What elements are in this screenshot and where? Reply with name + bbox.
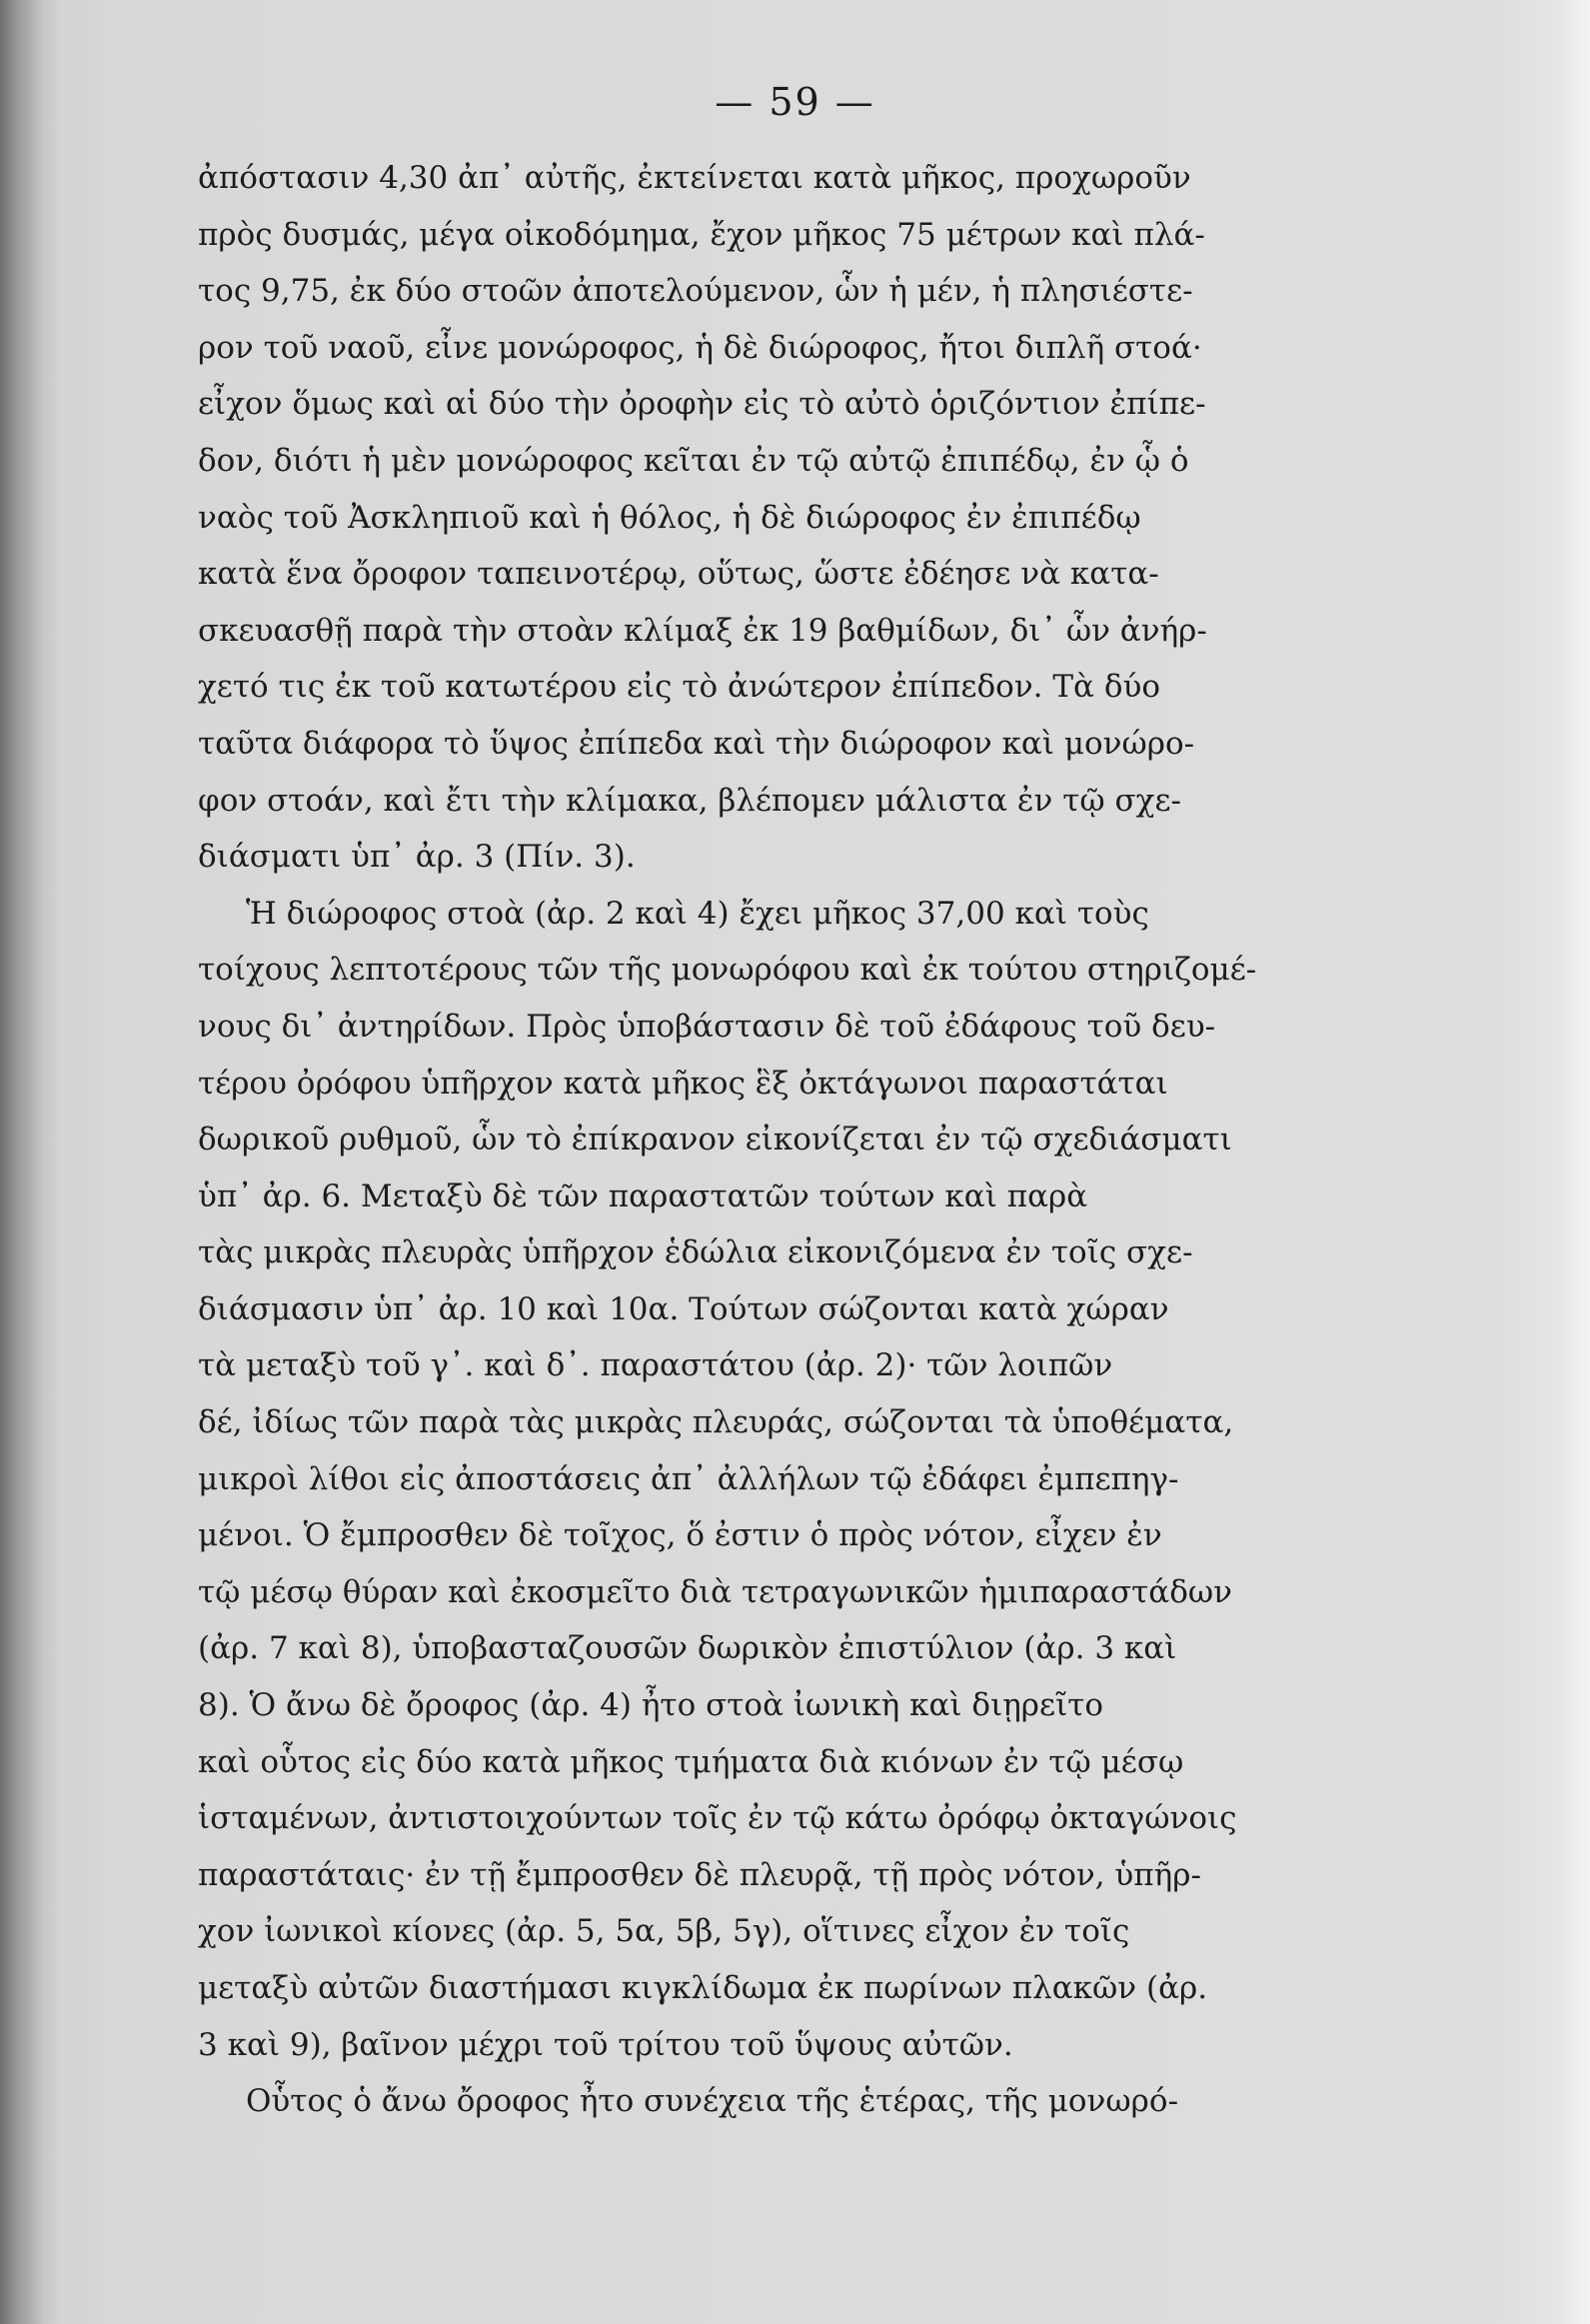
- text-line: τέρου ὀρόφου ὑπῆρχον κατὰ μῆκος ἓξ ὀκτάγωνοι παραστάται: [198, 1065, 1168, 1102]
- text-line: ἱσταμένων, ἀντιστοιχούντων τοῖς ἐν τῷ κάτω ὀρόφῳ ὀκταγώνοις: [198, 1800, 1237, 1837]
- page-number: — 59 —: [715, 80, 875, 124]
- text-line: καὶ οὗτος εἰς δύο κατὰ μῆκος τμήματα διὰ κιόνων ἐν τῷ μέσῳ: [198, 1743, 1184, 1780]
- paragraph-start-line: Οὗτος ὁ ἄνω ὄροφος ἦτο συνέχεια τῆς ἑτέρας, τῆς μονωρό-: [246, 2083, 1179, 2120]
- text-line: μεταξὺ αὐτῶν διαστήμασι κιγκλίδωμα ἐκ πωρίνων πλακῶν (ἀρ.: [198, 1970, 1208, 2006]
- text-line: τὰ μεταξὺ τοῦ γ᾽. καὶ δ᾽. παραστάτου (ἀρ. 2)· τῶν λοιπῶν: [198, 1347, 1113, 1384]
- text-line: τὰς μικρὰς πλευρὰς ὑπῆρχον ἑδώλια εἰκονιζόμενα ἐν τοῖς σχε-: [198, 1234, 1193, 1271]
- text-line: δέ, ἰδίως τῶν παρὰ τὰς μικρὰς πλευράς, σώζονται τὰ ὑποθέματα,: [198, 1404, 1234, 1441]
- text-line: χον ἰωνικοὶ κίονες (ἀρ. 5, 5α, 5β, 5γ), οἵτινες εἶχον ἐν τοῖς: [198, 1913, 1130, 1950]
- text-line: ρον τοῦ ναοῦ, εἶνε μονώροφος, ἡ δὲ διώροφος, ἤτοι διπλῆ στοά·: [198, 329, 1202, 366]
- text-line: (ἀρ. 7 καὶ 8), ὑποβασταζουσῶν δωρικὸν ἐπιστύλιον (ἀρ. 3 καὶ: [198, 1630, 1177, 1667]
- text-line: ναὸς τοῦ Ἀσκληπιοῦ καὶ ἡ θόλος, ἡ δὲ διώροφος ἐν ἐπιπέδῳ: [198, 499, 1141, 536]
- text-line: δωρικοῦ ρυθμοῦ, ὧν τὸ ἐπίκρανον εἰκονίζεται ἐν τῷ σχεδιάσματι: [198, 1122, 1232, 1159]
- text-line: δον, διότι ἡ μὲν μονώροφος κεῖται ἐν τῷ αὐτῷ ἐπιπέδῳ, ἐν ᾧ ὁ: [198, 442, 1189, 479]
- text-line: τος 9,75, ἐκ δύο στοῶν ἀποτελούμενον, ὧν ἡ μέν, ἡ πλησιέστε-: [198, 273, 1193, 310]
- text-line: παραστάταις· ἐν τῇ ἔμπροσθεν δὲ πλευρᾷ, τῇ πρὸς νότον, ὑπῆρ-: [198, 1856, 1201, 1893]
- text-line: ταῦτα διάφορα τὸ ὕψος ἐπίπεδα καὶ τὴν διώροφον καὶ μονώρο-: [198, 725, 1195, 762]
- text-line: διάσματι ὑπ᾽ ἀρ. 3 (Πίν. 3).: [198, 839, 636, 876]
- text-line: νους δι᾽ ἀντηρίδων. Πρὸς ὑποβάστασιν δὲ τοῦ ἐδάφους τοῦ δευ-: [198, 1008, 1216, 1045]
- text-line: σκευασθῇ παρὰ τὴν στοὰν κλίμαξ ἐκ 19 βαθμίδων, δι᾽ ὧν ἀνήρ-: [198, 612, 1207, 649]
- text-line: διάσμασιν ὑπ᾽ ἀρ. 10 καὶ 10α. Τούτων σώζονται κατὰ χώραν: [198, 1290, 1169, 1327]
- paragraph-start-line: Ἡ διώροφος στοὰ (ἀρ. 2 καὶ 4) ἔχει μῆκος 37,00 καὶ τοὺς: [246, 895, 1149, 932]
- text-line: ἀπόστασιν 4,30 ἀπ᾽ αὐτῆς, ἐκτείνεται κατὰ μῆκος, προχωροῦν: [198, 160, 1191, 196]
- text-line: μικροὶ λίθοι εἰς ἀποστάσεις ἀπ᾽ ἀλλήλων τῷ ἐδάφει ἐμπεπηγ-: [198, 1460, 1179, 1497]
- text-line: τῷ μέσῳ θύραν καὶ ἐκοσμεῖτο διὰ τετραγωνικῶν ἡμιπαραστάδων: [198, 1573, 1232, 1610]
- text-line: φον στοάν, καὶ ἔτι τὴν κλίμακα, βλέπομεν μάλιστα ἐν τῷ σχε-: [198, 782, 1181, 819]
- text-line: πρὸς δυσμάς, μέγα οἰκοδόμημα, ἔχον μῆκος 75 μέτρων καὶ πλά-: [198, 216, 1205, 253]
- text-line: κατὰ ἕνα ὄροφον ταπεινοτέρῳ, οὕτως, ὥστε ἐδέησε νὰ κατα-: [198, 556, 1159, 593]
- text-line: εἶχον ὅμως καὶ αἱ δύο τὴν ὀροφὴν εἰς τὸ αὐτὸ ὁριζόντιον ἐπίπε-: [198, 386, 1206, 423]
- text-line: τοίχους λεπτοτέρους τῶν τῆς μονωρόφου καὶ ἐκ τούτου στηριζομέ-: [198, 952, 1257, 989]
- text-line: 3 καὶ 9), βαῖνον μέχρι τοῦ τρίτου τοῦ ὕψους αὐτῶν.: [198, 2026, 1013, 2063]
- text-line: ὑπ᾽ ἀρ. 6. Μεταξὺ δὲ τῶν παραστατῶν τούτων καὶ παρὰ: [198, 1177, 1088, 1214]
- binding-shadow: [0, 0, 60, 2324]
- text-line: χετό τις ἐκ τοῦ κατωτέρου εἰς τὸ ἀνώτερον ἐπίπεδον. Τὰ δύο: [198, 669, 1161, 706]
- text-line: 8). Ὁ ἄνω δὲ ὄροφος (ἀρ. 4) ἦτο στοὰ ἰωνικὴ καὶ διῃρεῖτο: [198, 1687, 1104, 1724]
- text-line: μένοι. Ὁ ἔμπροσθεν δὲ τοῖχος, ὅ ἐστιν ὁ πρὸς νότον, εἶχεν ἐν: [198, 1517, 1162, 1554]
- body-text: [198, 150, 1307, 2130]
